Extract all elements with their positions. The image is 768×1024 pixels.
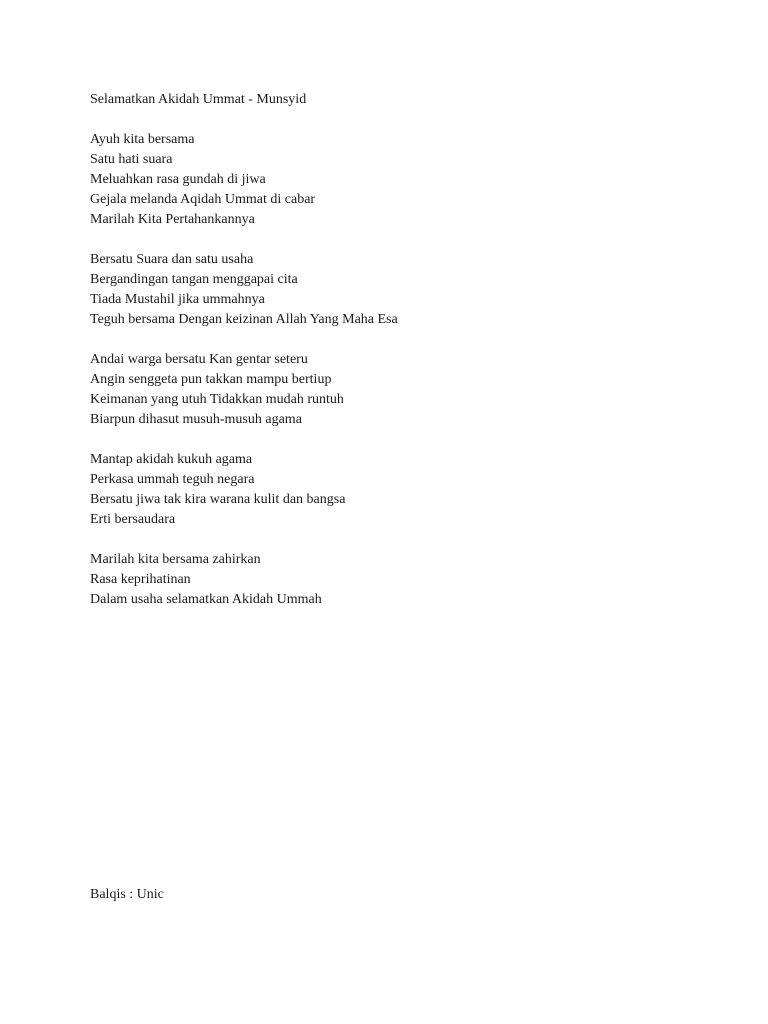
stanza <box>90 450 690 530</box>
lyric-line: Satu hati suara <box>90 152 173 167</box>
lyric-line: Marilah Kita Pertahankannya <box>90 212 255 227</box>
lyric-line: Meluahkan rasa gundah di jiwa <box>90 172 266 187</box>
lyric-line: Mantap akidah kukuh agama <box>90 452 253 467</box>
lyric-line: Perkasa ummah teguh negara <box>90 472 255 487</box>
lyric-line: Gejala melanda Aqidah Ummat di cabar <box>90 192 316 207</box>
stanza <box>90 250 690 330</box>
stanza <box>90 130 690 230</box>
document-footer: Balqis : Unic <box>90 887 164 902</box>
lyric-line: Biarpun dihasut musuh-musuh agama <box>90 412 302 427</box>
lyric-line: Dalam usaha selamatkan Akidah Ummah <box>90 592 322 607</box>
lyric-line: Erti bersaudara <box>90 512 176 527</box>
lyric-line: Keimanan yang utuh Tidakkan mudah runtuh <box>90 392 344 407</box>
lyric-line: Tiada Mustahil jika ummahnya <box>90 292 265 307</box>
lyric-line: Andai warga bersatu Kan gentar seteru <box>90 352 308 367</box>
lyric-line: Rasa keprihatinan <box>90 572 191 587</box>
document-title: Selamatkan Akidah Ummat - Munsyid <box>90 92 307 107</box>
lyric-line: Angin senggeta pun takkan mampu bertiup <box>90 372 332 387</box>
lyric-line: Ayuh kita bersama <box>90 132 195 147</box>
document-body <box>90 90 690 610</box>
lyric-line: Bersatu jiwa tak kira warana kulit dan bangsa <box>90 492 346 507</box>
lyric-line: Marilah kita bersama zahirkan <box>90 552 261 567</box>
stanza <box>90 350 690 430</box>
lyric-line: Teguh bersama Dengan keizinan Allah Yang Maha Esa <box>90 312 398 327</box>
stanza <box>90 550 690 610</box>
lyric-line: Bergandingan tangan menggapai cita <box>90 272 298 287</box>
lyrics <box>90 130 690 610</box>
lyric-line: Bersatu Suara dan satu usaha <box>90 252 254 267</box>
